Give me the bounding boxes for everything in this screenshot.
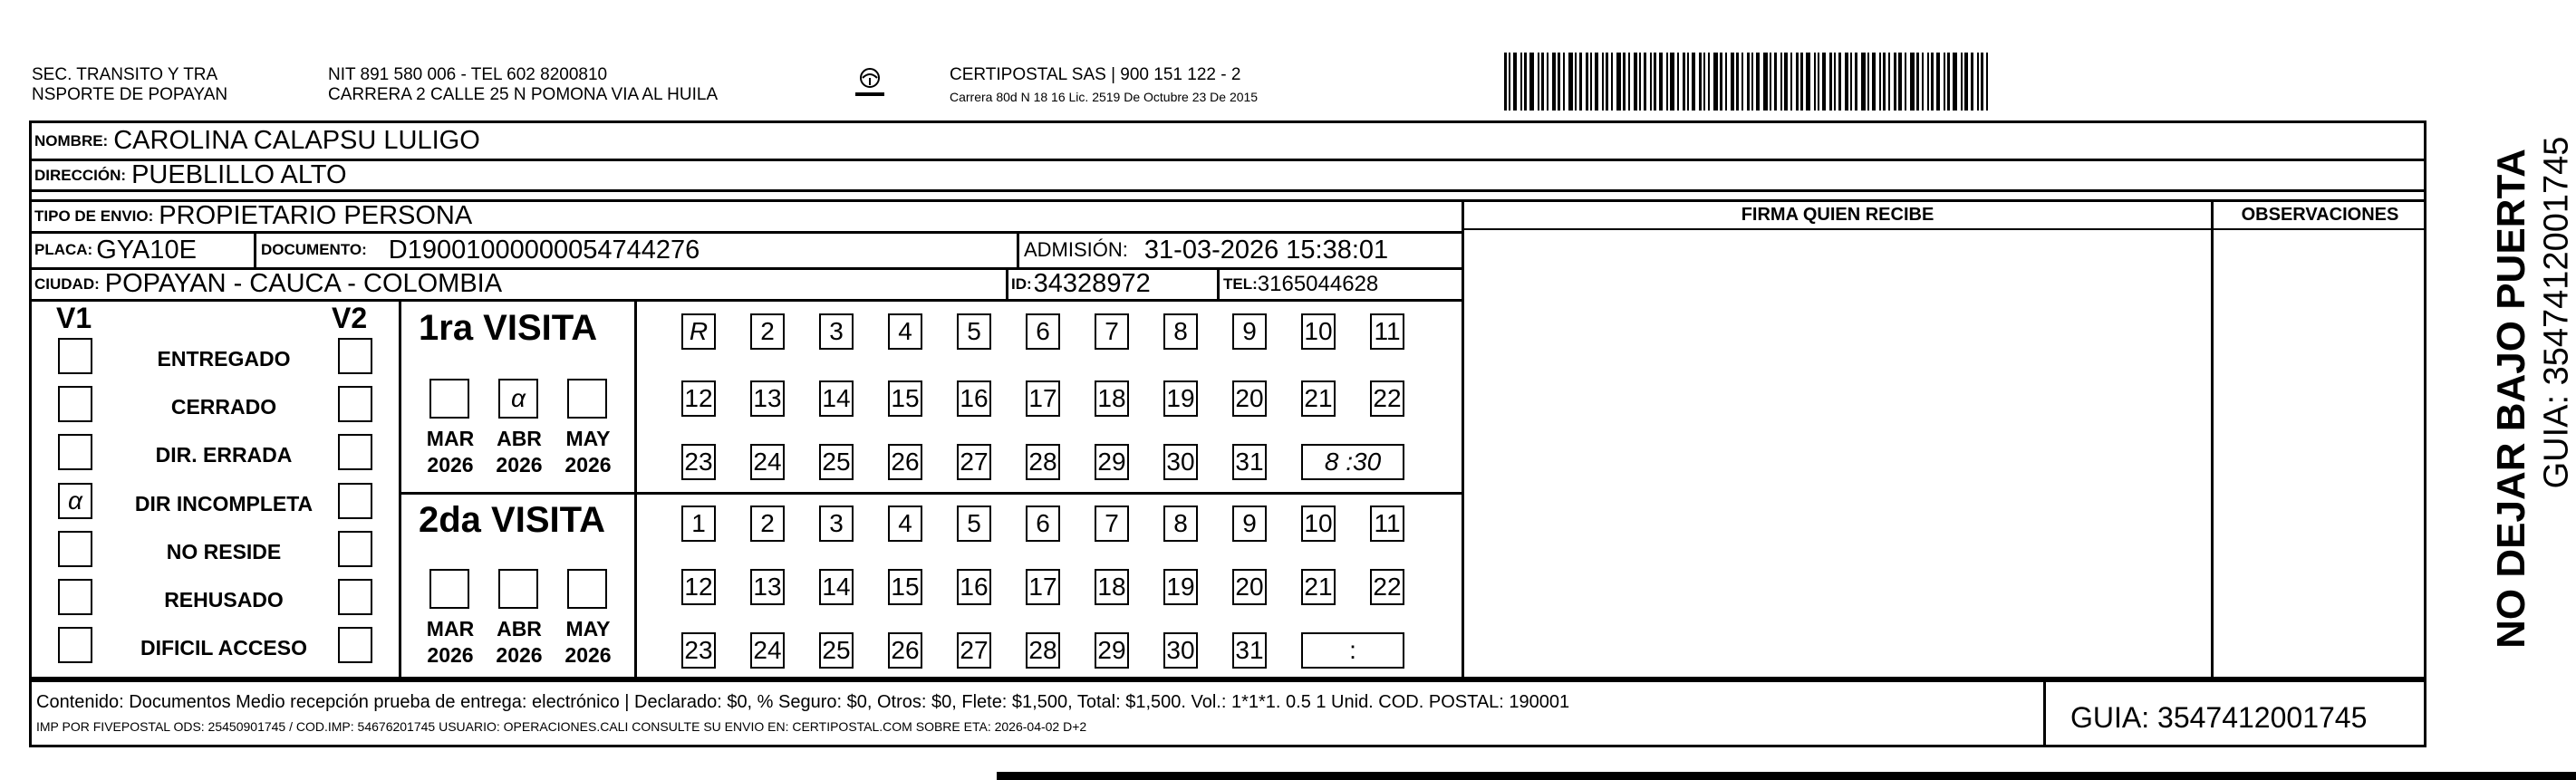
barcode-bar <box>1953 53 1957 111</box>
day-box[interactable]: 11 <box>1370 506 1404 542</box>
barcode-bar <box>1774 53 1777 111</box>
v2-checkbox[interactable] <box>338 483 372 519</box>
barcode-bar <box>1736 53 1739 111</box>
day-box[interactable]: 1 <box>681 506 716 542</box>
v2-checkbox[interactable] <box>338 434 372 470</box>
month-year: 2026 <box>427 453 474 477</box>
day-box[interactable]: 17 <box>1026 380 1060 417</box>
month-year: 2026 <box>564 453 612 477</box>
nombre-label: NOMBRE: <box>34 131 109 149</box>
v1-label: V1 <box>56 302 92 334</box>
barcode-bar <box>1894 53 1896 111</box>
barcode-bar <box>1780 53 1782 111</box>
barcode-bar <box>1829 53 1832 111</box>
barcode-bar <box>1898 53 1902 111</box>
ciudad-cell <box>34 269 502 299</box>
barcode-bar <box>1568 53 1573 111</box>
month-checkbox[interactable] <box>429 569 469 609</box>
id-cell <box>1011 269 1151 299</box>
barcode-bar <box>1639 53 1641 111</box>
imp-line: IMP POR FIVEPOSTAL ODS: 25450901745 / COD.IMP: 54676201745 USUARIO: OPERACIONES.CALI CONSULTE SU ENVIO EN: CERTIPOSTAL.COM SOBRE ETA: 2026-04-02 D+2 <box>36 719 1087 734</box>
month-checkbox[interactable] <box>429 379 469 419</box>
barcode-bar <box>1861 53 1866 111</box>
month-name: MAY <box>565 617 611 640</box>
barcode-bar <box>1888 53 1890 111</box>
barcode-bar <box>1944 53 1945 111</box>
barcode-bar <box>1699 53 1702 111</box>
status-label: DIR. ERRADA <box>155 443 293 467</box>
barcode-bar <box>1509 53 1510 111</box>
barcode-bar <box>1579 53 1582 111</box>
barcode-bar <box>1541 53 1544 111</box>
barcode-bar <box>1838 53 1841 111</box>
barcode-bar <box>1971 53 1973 111</box>
barcode-bar <box>1677 53 1679 111</box>
month-label <box>419 426 482 478</box>
placa-label: PLACA: <box>34 241 93 258</box>
barcode-bar <box>1986 53 1988 111</box>
barcode-bar <box>1538 53 1539 111</box>
v1-checkbox[interactable]: α <box>58 483 92 519</box>
day-box[interactable]: 18 <box>1095 569 1129 605</box>
barcode-bar <box>1602 53 1604 111</box>
barcode-bar <box>1814 53 1816 111</box>
day-box[interactable]: 4 <box>888 313 922 350</box>
v1-checkbox[interactable] <box>58 627 92 663</box>
day-box[interactable]: 30 <box>1163 444 1198 480</box>
nombre-value: CAROLINA CALAPSU LULIGO <box>113 126 480 155</box>
month-name: MAR <box>426 427 475 450</box>
day-box[interactable]: 25 <box>819 444 854 480</box>
barcode-bar <box>1806 53 1810 111</box>
ciudad-value: POPAYAN - CAUCA - COLOMBIA <box>104 269 503 298</box>
day-box[interactable]: 16 <box>957 380 991 417</box>
sender-block <box>32 65 227 105</box>
barcode <box>1504 53 1992 111</box>
certipostal-logo-icon <box>852 65 888 101</box>
barcode-bar <box>1977 53 1979 111</box>
barcode-bar <box>1818 53 1819 111</box>
v1-checkbox[interactable] <box>58 434 92 470</box>
barcode-bar <box>1666 53 1668 111</box>
v2-label: V2 <box>332 302 368 334</box>
day-box[interactable]: 8 <box>1163 506 1198 542</box>
v2-checkbox[interactable] <box>338 338 372 374</box>
placa-value: GYA10E <box>96 235 197 265</box>
month-name: MAY <box>565 427 611 450</box>
guia-footer: GUIA: 3547412001745 <box>2070 701 2368 734</box>
barcode-bar <box>1659 53 1663 111</box>
month-label <box>487 426 551 478</box>
month-year: 2026 <box>496 453 543 477</box>
v2-checkbox[interactable] <box>338 627 372 663</box>
day-box[interactable]: 13 <box>750 380 785 417</box>
day-box[interactable]: 3 <box>819 506 854 542</box>
month-checkbox[interactable] <box>498 569 538 609</box>
day-box[interactable]: 9 <box>1232 506 1267 542</box>
barcode-bar <box>1552 53 1556 111</box>
barcode-bar <box>1524 53 1527 111</box>
barcode-bar <box>1855 53 1857 111</box>
day-box[interactable]: 31 <box>1232 444 1267 480</box>
month-checkbox[interactable] <box>567 379 607 419</box>
barcode-bar <box>1683 53 1685 111</box>
day-box[interactable]: 23 <box>681 444 716 480</box>
barcode-bar <box>1654 53 1656 111</box>
day-box[interactable]: 14 <box>819 380 854 417</box>
barcode-bar <box>1800 53 1803 111</box>
barcode-bar <box>1931 53 1934 111</box>
barcode-bar <box>1670 53 1674 111</box>
day-box[interactable]: 14 <box>819 569 854 605</box>
day-box[interactable]: 2 <box>750 506 785 542</box>
barcode-bar <box>1692 53 1695 111</box>
barcode-bar <box>1504 53 1507 111</box>
status-label: DIR INCOMPLETA <box>134 492 314 515</box>
day-box[interactable]: 23 <box>681 632 716 669</box>
barcode-bar <box>1770 53 1771 111</box>
barcode-bar <box>1720 53 1722 111</box>
firma-label: FIRMA QUIEN RECIBE <box>1741 204 1934 225</box>
day-box[interactable]: 7 <box>1095 313 1129 350</box>
day-box[interactable]: 30 <box>1163 632 1198 669</box>
barcode-bar <box>1879 53 1881 111</box>
visit1-title: 1ra VISITA <box>419 308 598 348</box>
tipo-label: TIPO DE ENVIO: <box>34 207 154 225</box>
day-box[interactable]: 26 <box>888 632 922 669</box>
barcode-bar <box>1763 53 1768 111</box>
ciudad-label: CIUDAD: <box>34 274 100 293</box>
v1-checkbox[interactable] <box>58 386 92 422</box>
barcode-bar <box>1922 53 1924 111</box>
admision-value: 31-03-2026 15:38:01 <box>1143 235 1389 265</box>
status-label: DIFICIL ACCESO <box>140 636 307 660</box>
day-box[interactable]: 19 <box>1163 380 1198 417</box>
barcode-bar <box>1529 53 1534 111</box>
barcode-bar <box>1513 53 1517 111</box>
documento-value: D19001000000054744276 <box>388 235 700 265</box>
month-label <box>556 616 620 669</box>
carrier-block <box>950 65 1258 105</box>
v1-checkbox[interactable] <box>58 531 92 567</box>
day-box[interactable]: 31 <box>1232 632 1267 669</box>
carrier-license: Carrera 80d N 18 16 Lic. 2519 De Octubre 23 De 2015 <box>950 90 1259 104</box>
sender-line-1: SEC. TRANSITO Y TRA <box>32 65 218 84</box>
barcode-bar <box>1905 53 1906 111</box>
day-box[interactable]: 12 <box>681 380 716 417</box>
day-box[interactable]: 22 <box>1370 380 1404 417</box>
sender-line-2: NSPORTE DE POPAYAN <box>32 85 228 104</box>
day-box[interactable]: 21 <box>1301 380 1336 417</box>
nombre-row <box>34 123 480 159</box>
day-box[interactable]: 20 <box>1232 380 1267 417</box>
day-box[interactable]: 4 <box>888 506 922 542</box>
tipo-value: PROPIETARIO PERSONA <box>159 201 473 230</box>
barcode-bar <box>1650 53 1652 111</box>
day-box[interactable]: R <box>681 313 716 350</box>
day-box[interactable]: 10 <box>1301 506 1336 542</box>
month-name: MAR <box>426 617 475 640</box>
barcode-bar <box>1964 53 1968 111</box>
day-box[interactable]: 26 <box>888 444 922 480</box>
day-box[interactable]: 11 <box>1370 313 1404 350</box>
placa-cell <box>34 233 197 267</box>
tel-label: TEL: <box>1223 274 1258 293</box>
barcode-bar <box>1725 53 1727 111</box>
admision-cell <box>1024 233 1388 267</box>
barcode-bar <box>1558 53 1560 111</box>
barcode-bar <box>1872 53 1876 111</box>
documento-label: DOCUMENTO: <box>261 241 367 258</box>
barcode-bar <box>1634 53 1637 111</box>
barcode-bar <box>1595 53 1598 111</box>
barcode-bar <box>1867 53 1869 111</box>
v2-checkbox[interactable] <box>338 579 372 615</box>
barcode-bar <box>1784 53 1788 111</box>
day-box[interactable]: 17 <box>1026 569 1060 605</box>
day-box[interactable]: 8 <box>1163 313 1198 350</box>
barcode-bar <box>1910 53 1915 111</box>
month-checkbox[interactable]: α <box>498 379 538 419</box>
observaciones-label: OBSERVACIONES <box>2241 204 2399 225</box>
v2-checkbox[interactable] <box>338 531 372 567</box>
tel-value: 3165044628 <box>1257 271 1379 296</box>
day-box[interactable]: 5 <box>957 506 991 542</box>
barcode-bar <box>1520 53 1522 111</box>
barcode-bar <box>1796 53 1799 111</box>
time-box[interactable]: : <box>1301 632 1404 669</box>
direccion-label: DIRECCIÓN: <box>34 166 127 184</box>
status-label: CERRADO <box>170 395 277 419</box>
id-value: 34328972 <box>1033 269 1151 298</box>
v1-checkbox[interactable] <box>58 338 92 374</box>
day-box[interactable]: 10 <box>1301 313 1336 350</box>
day-box[interactable]: 15 <box>888 380 922 417</box>
barcode-bar <box>1834 53 1836 111</box>
month-label <box>487 616 551 669</box>
month-year: 2026 <box>496 643 543 667</box>
address-line: CARRERA 2 CALLE 25 N POMONA VIA AL HUILA <box>328 85 719 104</box>
barcode-bar <box>1616 53 1621 111</box>
month-name: ABR <box>497 617 542 640</box>
day-box[interactable]: 18 <box>1095 380 1129 417</box>
day-box[interactable]: 27 <box>957 444 991 480</box>
barcode-bar <box>1741 53 1743 111</box>
day-box[interactable]: 28 <box>1026 444 1060 480</box>
id-label: ID: <box>1011 274 1032 293</box>
barcode-bar <box>1687 53 1689 111</box>
barcode-bar <box>1713 53 1718 111</box>
barcode-bar <box>1708 53 1710 111</box>
carrier-name: CERTIPOSTAL SAS | 900 151 122 - 2 <box>950 65 1241 84</box>
month-name: ABR <box>497 427 542 450</box>
status-label: ENTREGADO <box>157 347 291 371</box>
direccion-value: PUEBLILLO ALTO <box>131 160 347 189</box>
barcode-bar <box>1845 53 1848 111</box>
barcode-bar <box>1644 53 1646 111</box>
documento-cell <box>261 233 699 267</box>
day-box[interactable]: 13 <box>750 569 785 605</box>
v1-checkbox[interactable] <box>58 579 92 615</box>
footer-frame <box>29 679 2426 747</box>
month-label <box>556 426 620 478</box>
barcode-bar <box>1927 53 1929 111</box>
month-year: 2026 <box>427 643 474 667</box>
barcode-bar <box>1611 53 1613 111</box>
barcode-bar <box>1756 53 1760 111</box>
day-box[interactable]: 2 <box>750 313 785 350</box>
barcode-bar <box>1628 53 1630 111</box>
barcode-bar <box>1850 53 1852 111</box>
time-box[interactable]: 8 :30 <box>1301 444 1404 480</box>
day-box[interactable]: 5 <box>957 313 991 350</box>
day-box[interactable]: 29 <box>1095 632 1129 669</box>
day-box[interactable]: 28 <box>1026 632 1060 669</box>
barcode-bar <box>1751 53 1753 111</box>
month-label <box>419 616 482 669</box>
barcode-bar <box>1916 53 1919 111</box>
status-label: NO RESIDE <box>166 540 282 563</box>
barcode-bar <box>1606 53 1608 111</box>
day-box[interactable]: 21 <box>1301 569 1336 605</box>
tipo-envio-row <box>34 200 472 232</box>
day-box[interactable]: 6 <box>1026 313 1060 350</box>
day-box[interactable]: 24 <box>750 444 785 480</box>
day-box[interactable]: 24 <box>750 632 785 669</box>
day-box[interactable]: 16 <box>957 569 991 605</box>
barcode-bar <box>1575 53 1577 111</box>
barcode-bar <box>1961 53 1963 111</box>
nit-line: NIT 891 580 006 - TEL 602 8200810 <box>328 65 608 84</box>
barcode-bar <box>1703 53 1705 111</box>
barcode-bar <box>1822 53 1826 111</box>
barcode-bar <box>1563 53 1565 111</box>
direccion-row <box>34 160 347 190</box>
barcode-bar <box>1623 53 1626 111</box>
day-box[interactable]: 29 <box>1095 444 1129 480</box>
day-box[interactable]: 6 <box>1026 506 1060 542</box>
day-box[interactable]: 25 <box>819 632 854 669</box>
month-checkbox[interactable] <box>567 569 607 609</box>
barcode-bar <box>1747 53 1750 111</box>
barcode-bar <box>1790 53 1792 111</box>
barcode-bar <box>1590 53 1592 111</box>
barcode-bar <box>1936 53 1940 111</box>
barcode-bar <box>1947 53 1950 111</box>
day-box[interactable]: 3 <box>819 313 854 350</box>
v2-checkbox[interactable] <box>338 386 372 422</box>
day-box[interactable]: 22 <box>1370 569 1404 605</box>
sender-contact-block <box>328 65 718 105</box>
visit2-title: 2da VISITA <box>419 500 605 540</box>
bottom-bar <box>997 772 2576 780</box>
barcode-bar <box>1731 53 1734 111</box>
day-box[interactable]: 12 <box>681 569 716 605</box>
month-year: 2026 <box>564 643 612 667</box>
day-box[interactable]: 9 <box>1232 313 1267 350</box>
day-box[interactable]: 19 <box>1163 569 1198 605</box>
barcode-bar <box>1547 53 1548 111</box>
status-label: REHUSADO <box>164 588 284 611</box>
tel-cell <box>1223 269 1378 299</box>
barcode-bar <box>1883 53 1886 111</box>
day-box[interactable]: 20 <box>1232 569 1267 605</box>
barcode-bar <box>1981 53 1983 111</box>
day-box[interactable]: 7 <box>1095 506 1129 542</box>
day-box[interactable]: 15 <box>888 569 922 605</box>
admision-label: ADMISIÓN: <box>1024 238 1128 261</box>
day-box[interactable]: 27 <box>957 632 991 669</box>
barcode-bar <box>1586 53 1588 111</box>
contents-line: Contenido: Documentos Medio recepción prueba de entrega: electrónico | Declarado: $0, % Seguro: $0, Otros: $0, Flete: $1,500, Total: $1,500. Vol.: 1*1*1. 0.5 1 Unid. COD. POSTAL: 190001 <box>36 692 1570 712</box>
